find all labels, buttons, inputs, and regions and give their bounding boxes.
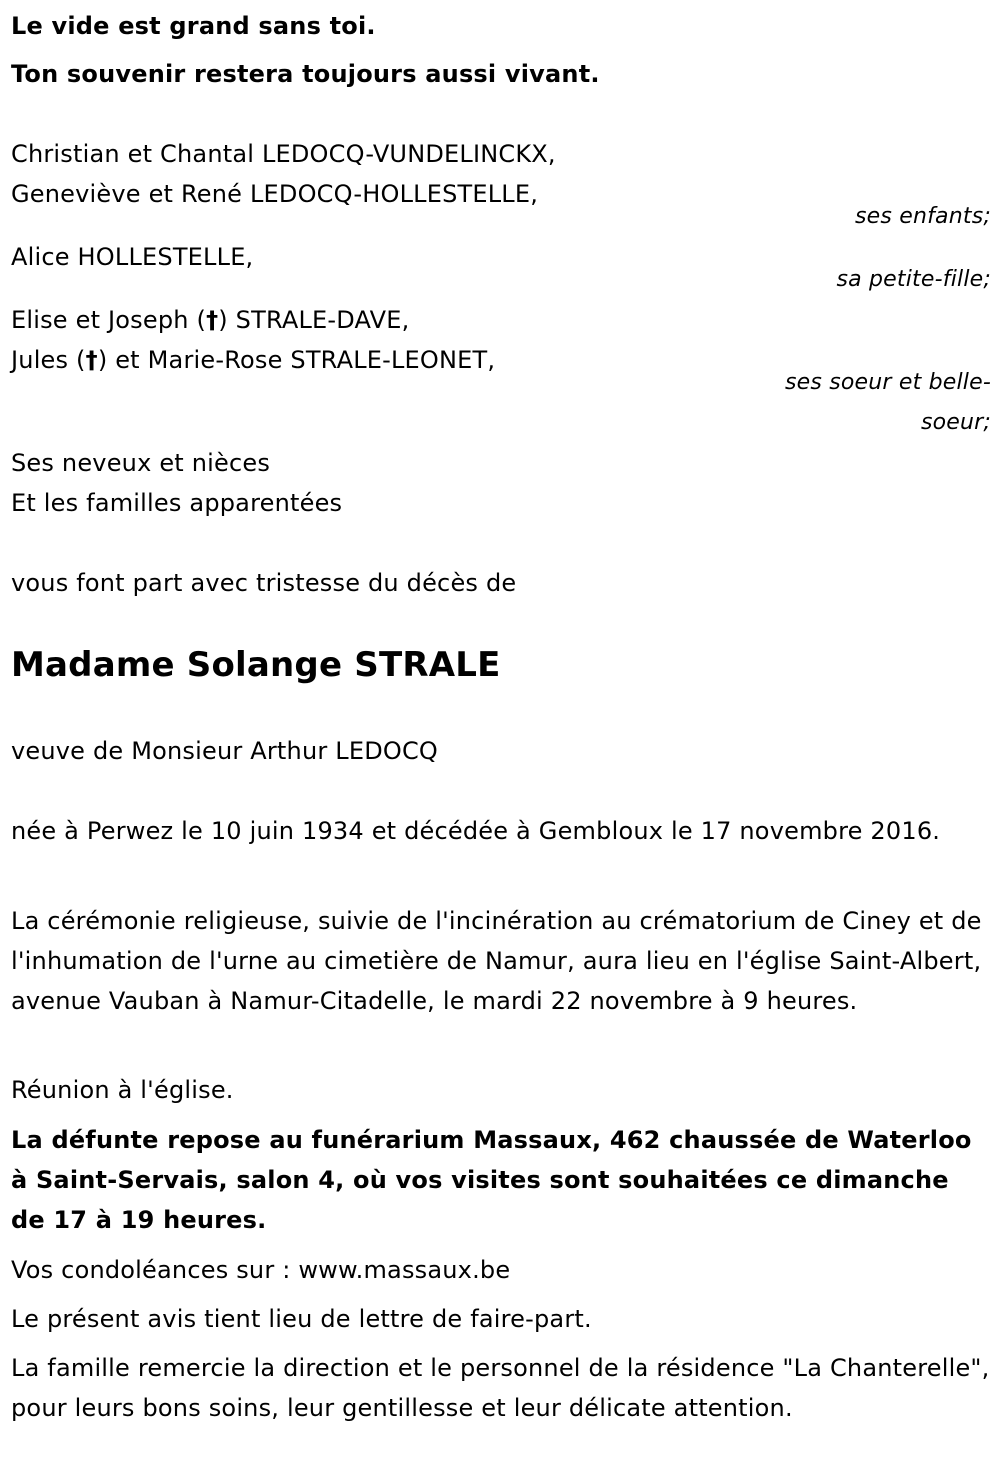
others-line-1: Ses neveux et nièces	[11, 449, 271, 477]
siblings-role-line-2: soeur;	[920, 410, 991, 435]
meeting-line: Réunion à l'église.	[11, 1076, 234, 1104]
intro-line: vous font part avec tristesse du décès de	[11, 569, 517, 597]
cross-icon: †	[206, 306, 219, 334]
others-line-2: Et les familles apparentées	[11, 489, 343, 517]
condolences-line: Vos condoléances sur : www.massaux.be	[11, 1256, 511, 1284]
deceased-name: Madame Solange STRALE	[11, 645, 501, 685]
children-role: ses enfants;	[854, 204, 991, 229]
rest-paragraph: La défunte repose au funérarium Massaux, 462 chaussée de Waterloo à Saint-Servais, salon 4, où vos visites sont souhaitées ce dimanche de 17 à 19 heures.	[11, 1126, 972, 1234]
siblings-line-1-end: ) STRALE-DAVE,	[218, 306, 410, 334]
header-line-2: Ton souvenir restera toujours aussi vivant.	[11, 60, 600, 88]
siblings-line-1-start: Elise et Joseph (	[11, 306, 207, 334]
widow-line: veuve de Monsieur Arthur LEDOCQ	[11, 737, 439, 765]
dates-paragraph: née à Perwez le 10 juin 1934 et décédée à Gembloux le 17 novembre 2016.	[11, 817, 941, 845]
children-line-2: Geneviève et René LEDOCQ-HOLLESTELLE,	[11, 180, 539, 208]
siblings-line-2-end: ) et Marie-Rose STRALE-LEONET,	[97, 346, 496, 374]
thanks-paragraph: La famille remercie la direction et le personnel de la résidence "La Chanterelle", pour leurs bons soins, leur gentillesse et leur délicate attention.	[11, 1354, 990, 1422]
children-line-1: Christian et Chantal LEDOCQ-VUNDELINCKX,	[11, 140, 556, 168]
grandchild-line: Alice HOLLESTELLE,	[11, 243, 254, 271]
ceremony-paragraph: La cérémonie religieuse, suivie de l'incinération au crématorium de Ciney et de l'inhumation de l'urne au cimetière de Namur, aura lieu en l'église Saint-Albert, avenue Vauban à Namur-Citadelle, le mardi 22 novembre à 9 heures.	[11, 907, 982, 1015]
grandchild-role: sa petite-fille;	[836, 267, 991, 292]
notice-line: Le présent avis tient lieu de lettre de faire-part.	[11, 1305, 592, 1333]
siblings-line-2-start: Jules (	[11, 346, 86, 374]
cross-icon: †	[85, 346, 98, 374]
siblings-role-line-1: ses soeur et belle-	[784, 370, 991, 395]
header-line-1: Le vide est grand sans toi.	[11, 12, 376, 40]
siblings-line-1	[11, 300, 409, 340]
